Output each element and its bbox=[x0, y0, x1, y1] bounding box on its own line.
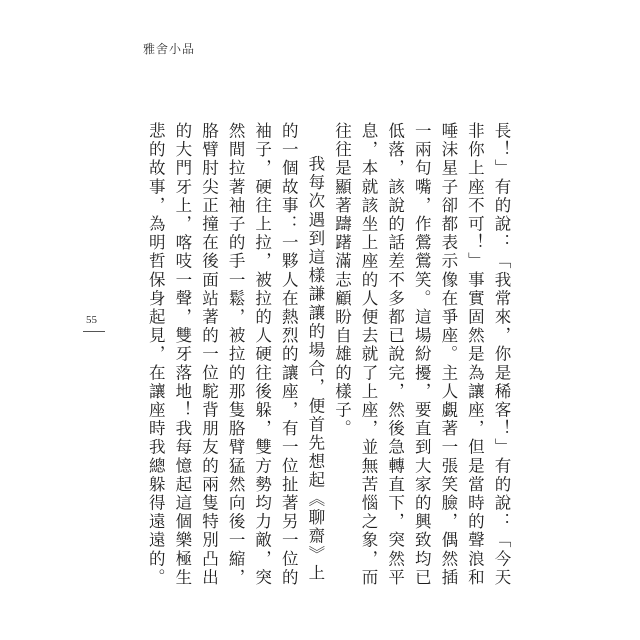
vertical-body-text bbox=[142, 122, 514, 594]
paragraph-liaozhai-story: 我每次遇到這樣謙讓的場合，便首先想起《聊齋》上的一個故事：一夥人在熱烈的讓座，有一位扯著另一位的袖子，硬往上拉，被拉的人硬往後躲，雙方勢均力敵，突然間拉著袖子的手一鬆，被拉的那隻胳臂猛然向後一縮，胳臂肘尖正撞在後面站著的一位駝背朋友的兩隻特別凸出的大門牙上，喀吱一聲，雙牙落地！我每憶起這個樂極生悲的故事，為明哲保身起見，在讓座時我總躲得遠遠的。 bbox=[146, 122, 325, 587]
running-header-book-title: 雅舍小品 bbox=[143, 42, 196, 56]
page-number: 55 bbox=[86, 314, 97, 326]
paragraph-continued: 長！」有的說：「我常來，你是稀客！」有的說：「今天非你上座不可！」事實固然是為讓座，但是當時的聲浪和唾沫星子卻都表示像在爭座。主人覷著一張笑臉，偶然插一兩句嘴，作鶯鶯笑。這場紛擾，要直到大家的興致均已低落，該說的話差不多都已說完，然後急轉直下，突然平息，本就該坐上座的人便去就了上座，並無苦惱之象，而往往是顯著躊躇滿志顧盼自雄的樣子。 bbox=[332, 122, 511, 587]
page-number-rule bbox=[83, 331, 105, 332]
